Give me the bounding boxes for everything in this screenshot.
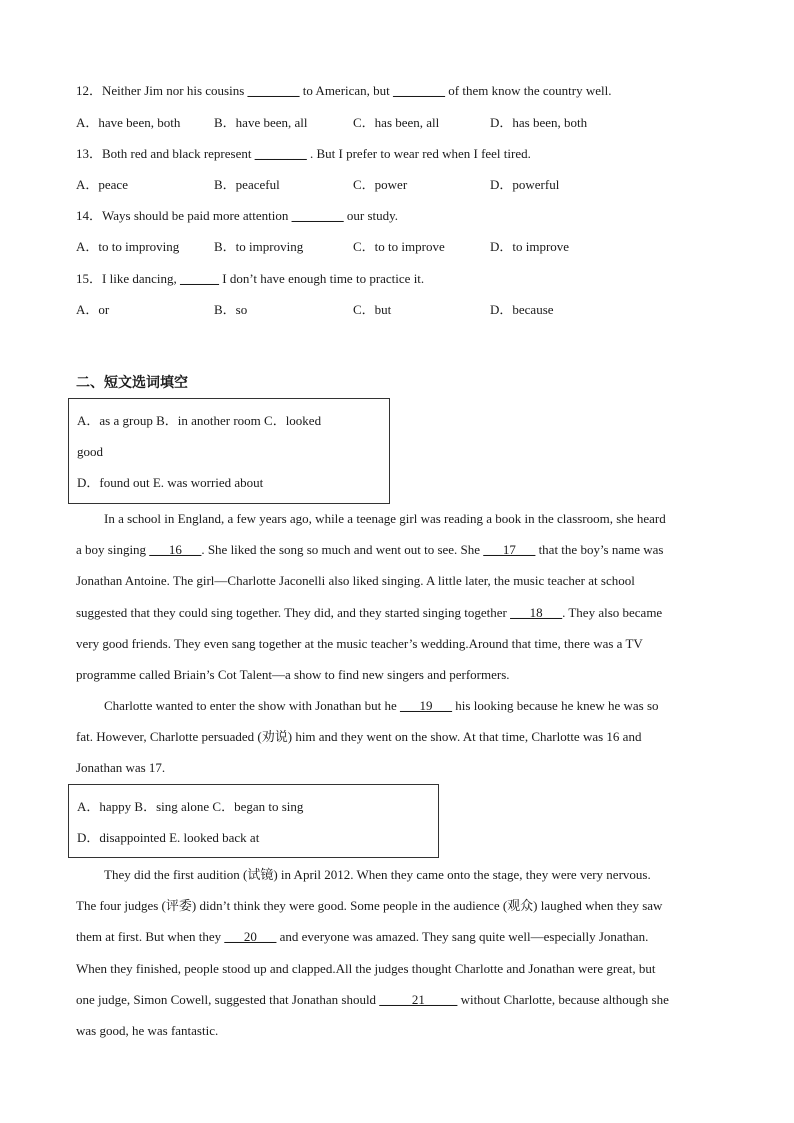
answer-blank: ________ [247, 83, 300, 98]
question-15: 15．I like dancing, ______ I don’t have enough time to practice it. [76, 271, 425, 286]
blank-21: _____21_____ [379, 991, 458, 1007]
passage-paragraph-2: Charlotte wanted to enter the show with Jonathan but he ___19___ his looking because he knew he was so fat. However, Charlotte persuaded (劝说) him and they went on the show. At that time, Charlotte was 16 and Jonathan was 17. [76, 698, 659, 776]
option-b: B．peaceful [214, 177, 280, 192]
question-number: 15． [76, 271, 103, 286]
question-13: 13．Both red and black represent ________ . But I prefer to wear red when I feel tired. [76, 146, 531, 161]
answer-blank: ________ [254, 146, 307, 161]
word-box-line: D．found out E. was worried about [77, 475, 264, 490]
word-box-line: D．disappointed E. looked back at [77, 830, 260, 845]
question-number: 12． [76, 83, 103, 98]
options-15 [76, 302, 716, 318]
blank-20: ___20___ [224, 929, 277, 945]
word-box-line: A．as a group B．in another room C．looked [77, 413, 322, 428]
answer-blank: ______ [180, 271, 219, 286]
section-heading: 二、短文选词填空 [76, 375, 188, 391]
option-d: D．to improve [490, 239, 570, 254]
option-c: C．has been, all [353, 115, 440, 130]
option-c: C．but [353, 302, 392, 317]
option-c: C．power [353, 177, 408, 192]
option-b: B．so [214, 302, 248, 317]
option-d: D．powerful [490, 177, 560, 192]
options-12 [76, 115, 716, 131]
question-12: 12．Neither Jim nor his cousins ________ to American, but ________ of them know the country well. [76, 83, 612, 98]
blank-19: ___19___ [400, 698, 453, 713]
option-b: B．have been, all [214, 115, 308, 130]
blank-17: ___17___ [483, 542, 536, 558]
options-14 [76, 239, 716, 255]
word-box-1 [68, 398, 390, 504]
blank-16: ___16___ [149, 542, 202, 558]
options-13 [76, 177, 716, 193]
passage-paragraph-1: In a school in England, a few years ago, while a teenage girl was reading a book in the classroom, she heard a boy singing ___16___. She liked the song so much and went out to see. She ___17___ that the boy’s name was Jonathan Antoine. The girl—Charlotte Jaconelli also liked singing. A little later, the music teacher at school suggested that they could sing together. They did, and they started singing together ___18___. They also became very good friends. They even sang together at the music teacher’s wedding.Around that time, there was a TV programme called Briain’s Cot Talent—a show to find new singers and performers. [76, 511, 666, 682]
question-number: 14． [76, 208, 103, 223]
question-14: 14．Ways should be paid more attention ________ our study. [76, 208, 399, 223]
option-a: A．have been, both [76, 115, 181, 130]
word-box-2 [68, 784, 439, 858]
passage-paragraph-3: They did the first audition (试镜) in April 2012. When they came onto the stage, they were very nervous. The four judges (评委) didn’t think they were good. Some people in the audience (观众) laughed when they saw them at first. But when they ___20___ and everyone was amazed. They sang quite well—especially Jonathan. When they finished, people stood up and clapped.All the judges thought Charlotte and Jonathan were great, but one judge, Simon Cowell, suggested that Jonathan should _____21_____ without Charlotte, because although she was good, he was fantastic. [76, 867, 669, 1038]
question-number: 13． [76, 146, 103, 161]
option-d: D．has been, both [490, 115, 588, 130]
blank-18: ___18___ [510, 604, 563, 620]
answer-blank: ________ [393, 83, 446, 98]
option-d: D．because [490, 302, 554, 317]
option-a: A．to to improving [76, 239, 180, 254]
word-box-line: good [77, 444, 103, 459]
option-c: C．to to improve [353, 239, 445, 254]
option-a: A．peace [76, 177, 128, 192]
answer-blank: ________ [291, 208, 344, 223]
option-a: A．or [76, 302, 110, 317]
option-b: B．to improving [214, 239, 304, 254]
word-box-line: A．happy B．sing alone C．began to sing [77, 799, 304, 814]
